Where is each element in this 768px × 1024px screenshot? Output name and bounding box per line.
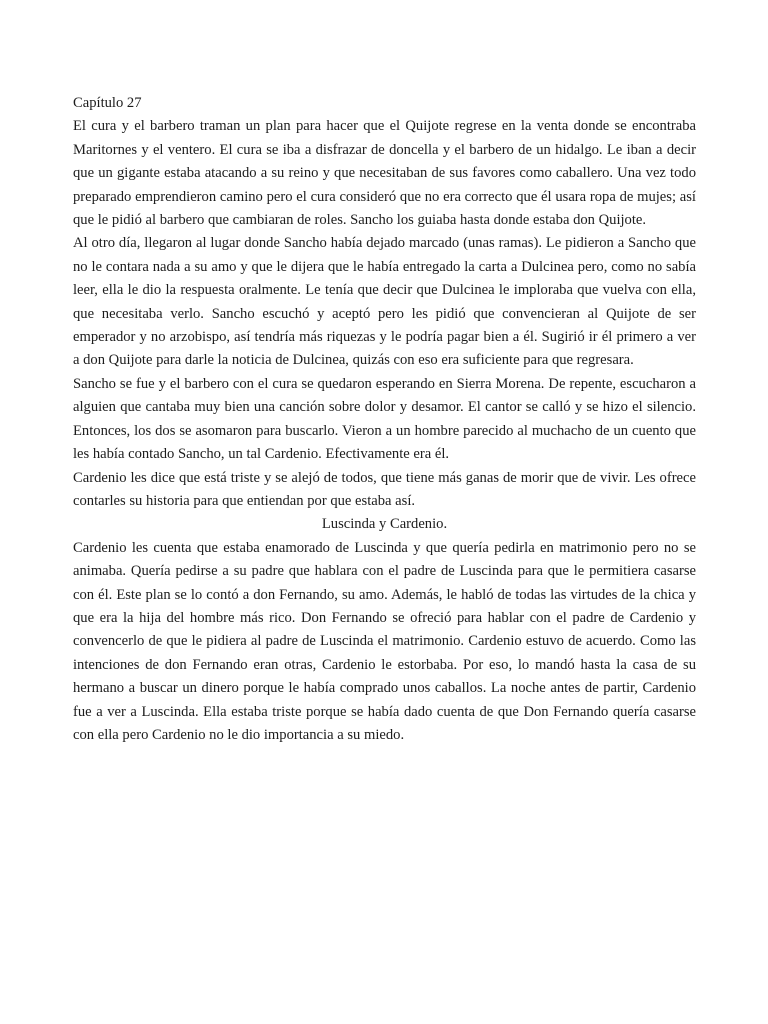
paragraph: Cardenio les dice que está triste y se alejó de todos, que tiene más ganas de morir que de vivir. Les ofrece contarles su historia para que entiendan por que estaba así. — [73, 469, 696, 509]
document-page — [73, 92, 696, 747]
paragraph: Sancho se fue y el barbero con el cura se quedaron esperando en Sierra Morena. De repente, escucharon a alguien que cantaba muy bien una canción sobre dolor y desamor. El cantor se calló y se hizo el silencio. Entonces, los dos se asomaron para buscarlo. Vieron a un hombre parecido al muchacho de un cuento que les había contado Sancho, un tal Cardenio. Efectivamente era él. — [73, 375, 696, 463]
chapter-title: Capítulo 27 — [73, 95, 142, 111]
paragraph: El cura y el barbero traman un plan para hacer que el Quijote regrese en la venta donde se encontraba Maritornes y el ventero. El cura se iba a disfrazar de doncella y el barbero de un hidalgo. Le iban a decir que un gigante estaba atacando a su reino y que necesitaban de sus favores como caballero. Una vez todo preparado emprendieron camino pero el cura consideró que no era correcto que él usara ropa de mujes; así que le pidió al barbero que cambiaran de roles. Sancho los guiaba hasta donde estaba don Quijote. — [73, 118, 696, 229]
paragraph: Cardenio les cuenta que estaba enamorado de Luscinda y que quería pedirla en matrimonio pero no se animaba. Quería pedirse a su padre que hablara con el padre de Luscinda para que le permitiera casarse con él. Este plan se lo contó a don Fernando, su amo. Además, le habló de todas las virtudes de la chica y que era la hija del hombre más rico. Don Fernando se ofreció para hablar con el padre de Cardenio y convencerlo de que le pidiera al padre de Luscinda el matrimonio. Cardenio estuvo de acuerdo. Como las intenciones de don Fernando eran otras, Cardenio le estorbaba. Por eso, lo mandó hasta la casa de su hermano a buscar un dinero porque le había comprado unos caballos. La noche antes de partir, Cardenio fue a ver a Luscinda. Ella estaba triste porque se había dado cuenta de que Don Fernando quería casarse con ella pero Cardenio no le dio importancia a su miedo. — [73, 539, 696, 743]
paragraph: Al otro día, llegaron al lugar donde Sancho había dejado marcado (unas ramas). Le pidieron a Sancho que no le contara nada a su amo y que le dijera que le había entregado la carta a Dulcinea pero, como no sabía leer, ella le dio la respuesta oralmente. Le tenía que decir que Dulcinea le imploraba que vuelva con ella, que necesitaba verlo. Sancho escuchó y aceptó pero les pidió que convencieran al Quijote de ser emperador y no arzobispo, así tendría más riquezas y le podría pagar bien a él. Sugirió ir él primero a ver a don Quijote para darle la noticia de Dulcinea, quizás con eso era suficiente para que regresara. — [73, 235, 696, 369]
section-title: Luscinda y Cardenio. — [321, 516, 448, 533]
